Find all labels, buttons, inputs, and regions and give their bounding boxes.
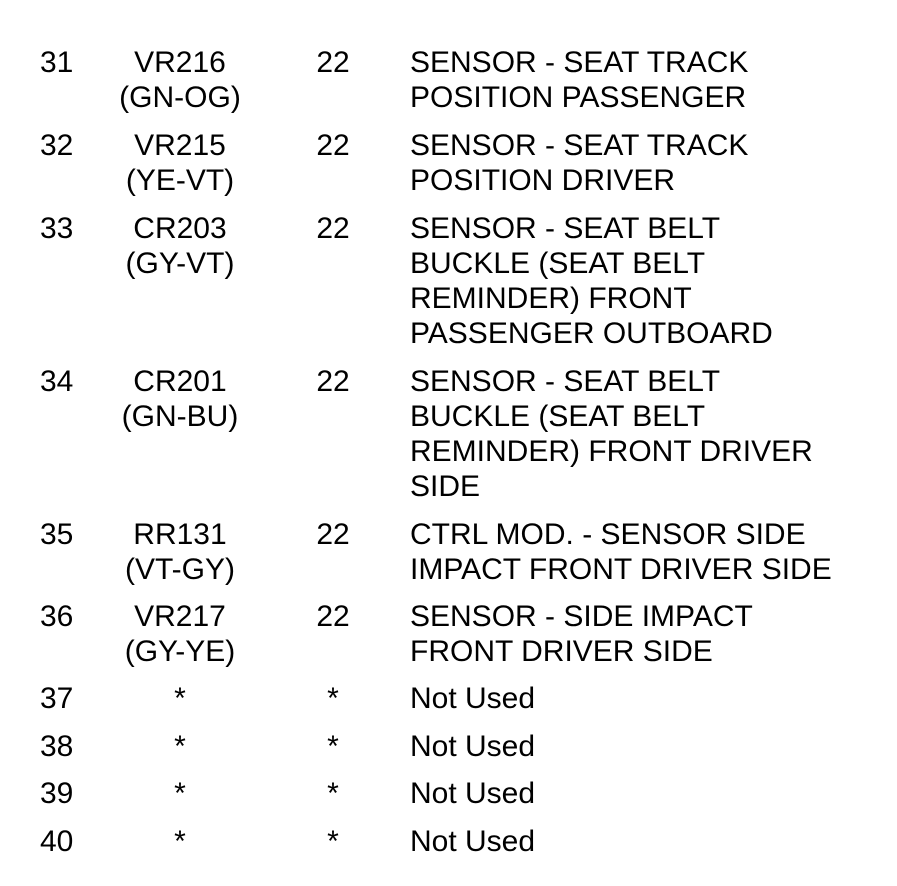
wire-gauge: 22 (316, 518, 350, 551)
wire-gauge: 22 (316, 129, 350, 162)
connector-pinout-table (0, 45, 897, 864)
function-line: SENSOR - SEAT TRACK (410, 129, 749, 162)
pin-number: 36 (40, 600, 74, 633)
wire-color: (GN-OG) (119, 81, 241, 114)
circuit-cell (98, 599, 262, 669)
circuit-cell (98, 776, 262, 811)
wire-color: (GN-BU) (121, 400, 239, 433)
function-line: BUCKLE (SEAT BELT (410, 400, 706, 433)
pin-number: 35 (40, 518, 74, 551)
function-line: PASSENGER OUTBOARD (410, 317, 773, 350)
wire-gauge: 22 (316, 212, 350, 245)
wire-gauge: 22 (316, 600, 350, 633)
function-line: Not Used (410, 825, 536, 858)
function-line: Not Used (410, 730, 536, 763)
function-line: SENSOR - SEAT BELT (410, 365, 721, 398)
function-line: BUCKLE (SEAT BELT (410, 247, 706, 280)
function-line: REMINDER) FRONT DRIVER (410, 435, 813, 468)
function-cell (410, 45, 890, 115)
function-cell (410, 729, 890, 764)
function-cell (410, 776, 890, 811)
circuit-id: * (174, 777, 186, 810)
circuit-id: * (174, 730, 186, 763)
circuit-cell (98, 729, 262, 764)
function-cell (410, 128, 890, 198)
pin-number: 37 (40, 682, 74, 715)
function-line: IMPACT FRONT DRIVER SIDE (410, 553, 832, 586)
table-row (0, 776, 897, 824)
function-cell (410, 364, 890, 504)
wire-gauge: 22 (316, 46, 350, 79)
pin-number: 33 (40, 212, 74, 245)
table-row (0, 824, 897, 864)
pin-number: 40 (40, 825, 74, 858)
wire-color: (VT-GY) (125, 553, 235, 586)
wire-color: (GY-VT) (125, 247, 235, 280)
wire-gauge: * (327, 777, 339, 810)
table-row (0, 211, 897, 364)
circuit-id: * (174, 825, 186, 858)
pin-number: 34 (40, 365, 74, 398)
circuit-cell (98, 128, 262, 198)
function-line: SENSOR - SEAT BELT (410, 212, 721, 245)
function-cell (410, 824, 890, 859)
function-line: FRONT DRIVER SIDE (410, 635, 713, 668)
wire-gauge: * (327, 825, 339, 858)
table-row (0, 599, 897, 681)
wire-gauge: * (327, 682, 339, 715)
circuit-cell (98, 681, 262, 716)
wire-color: (YE-VT) (125, 164, 235, 197)
circuit-cell (98, 364, 262, 434)
function-line: SENSOR - SIDE IMPACT (410, 600, 753, 633)
wire-color: (GY-YE) (124, 635, 236, 668)
circuit-id: CR203 (133, 212, 227, 245)
function-cell (410, 599, 890, 669)
function-line: CTRL MOD. - SENSOR SIDE (410, 518, 806, 551)
circuit-cell (98, 211, 262, 281)
table-row (0, 45, 897, 128)
circuit-id: * (174, 682, 186, 715)
table-row (0, 729, 897, 776)
circuit-id: RR131 (133, 518, 227, 551)
circuit-cell (98, 45, 262, 115)
wire-gauge: * (327, 730, 339, 763)
table-row (0, 128, 897, 211)
function-line: SIDE (410, 470, 481, 503)
function-cell (410, 681, 890, 716)
circuit-id: CR201 (133, 365, 227, 398)
table-row (0, 681, 897, 729)
circuit-id: VR217 (134, 600, 226, 633)
function-cell (410, 517, 890, 587)
circuit-id: VR215 (134, 129, 226, 162)
pin-number: 38 (40, 730, 74, 763)
pin-number: 31 (40, 46, 74, 79)
circuit-cell (98, 824, 262, 859)
function-line: REMINDER) FRONT (410, 282, 692, 315)
function-line: Not Used (410, 682, 536, 715)
function-cell (410, 211, 890, 351)
pin-number: 32 (40, 129, 74, 162)
wire-gauge: 22 (316, 365, 350, 398)
pin-number: 39 (40, 777, 74, 810)
circuit-id: VR216 (134, 46, 226, 79)
circuit-cell (98, 517, 262, 587)
table-row (0, 364, 897, 517)
function-line: SENSOR - SEAT TRACK (410, 46, 749, 79)
function-line: Not Used (410, 777, 536, 810)
function-line: POSITION PASSENGER (410, 81, 747, 114)
function-line: POSITION DRIVER (410, 164, 676, 197)
table-row (0, 517, 897, 599)
